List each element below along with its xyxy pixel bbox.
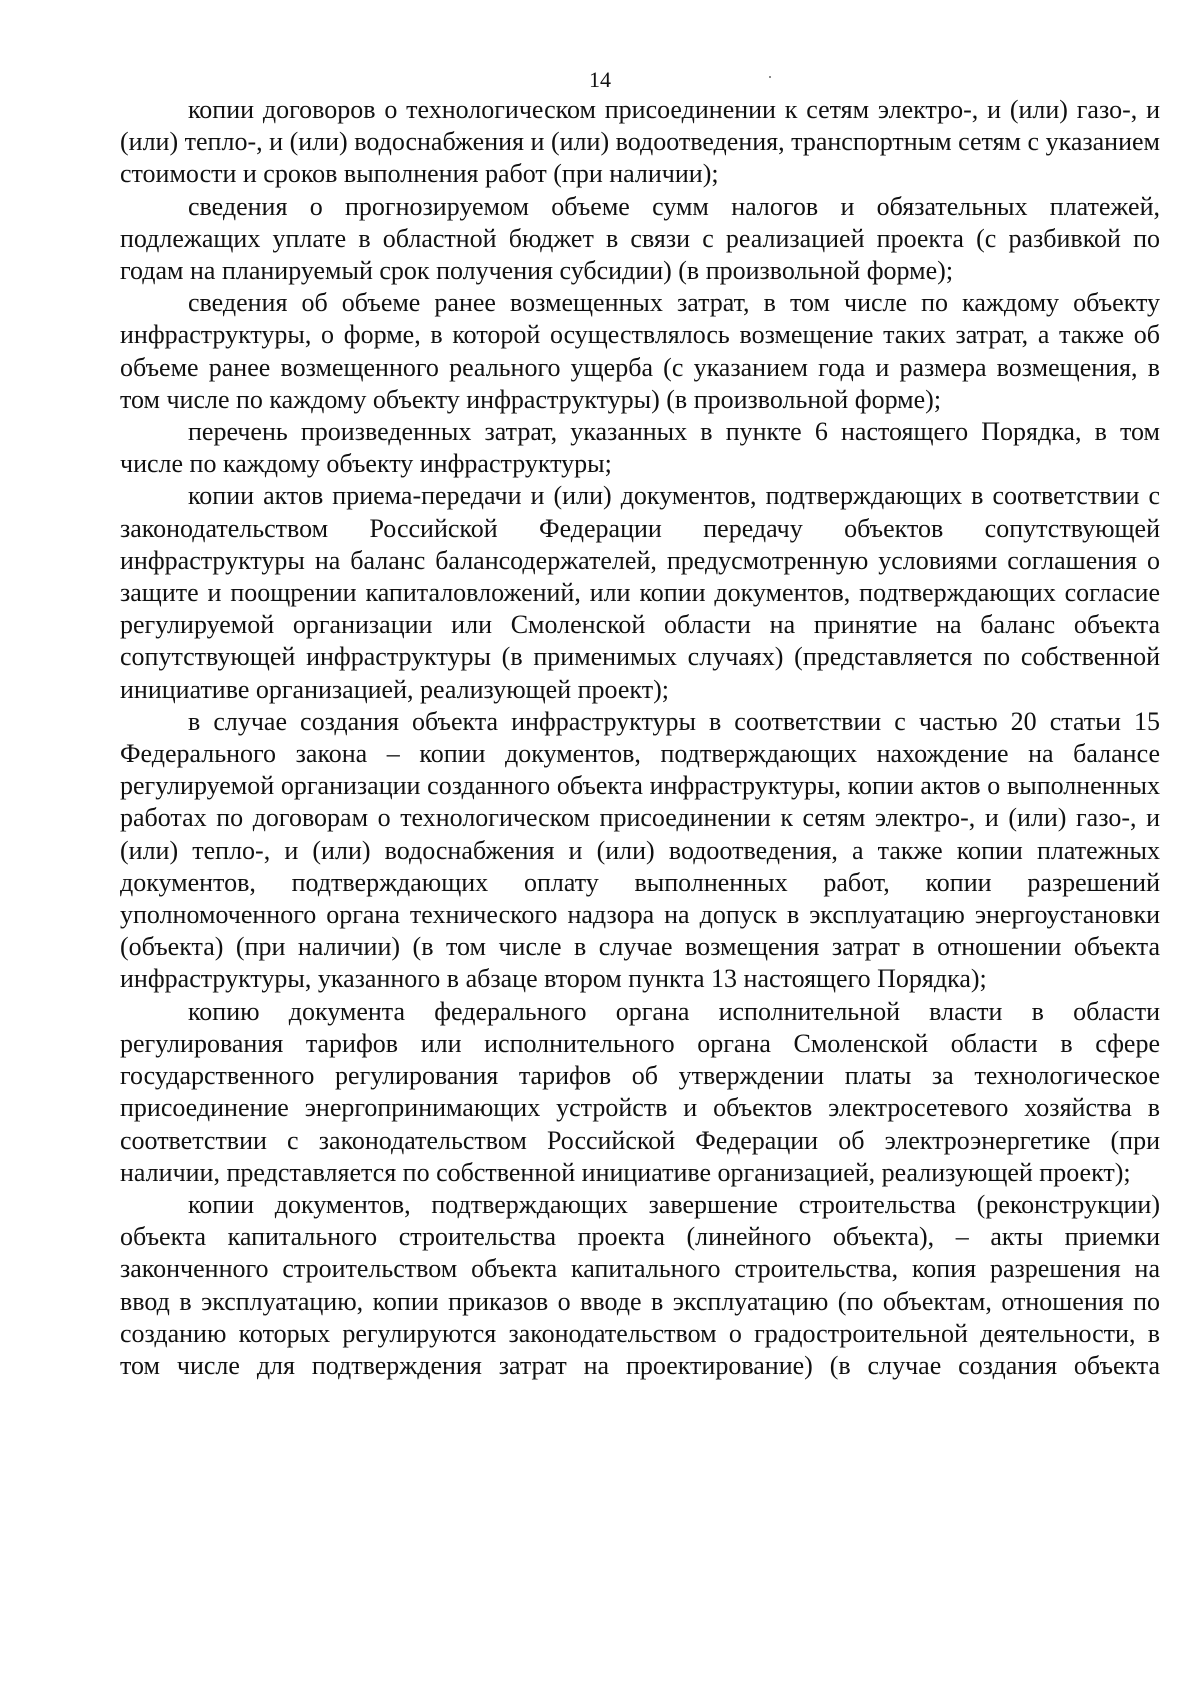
paragraph-transfer-acts: копии актов приема-передачи и (или) документов, подтверждающих в соответствии с законодательством Российской Федерации передачу объектов сопутствующей инфраструктуры на баланс балансодержателей, предусмотренную условиями соглашения о защите и поощрении капиталовложений, или копии документов, подтверждающих согласие регулируемой организации или Смоленской области на принятие на баланс объекта сопутствующей инфраструктуры (в применимых случаях) (представляется по собственной инициативе организацией, реализующей проект); bbox=[120, 481, 1160, 704]
paragraph-costs-list: перечень произведенных затрат, указанных в пункте 6 настоящего Порядка, в том числе по каждому объекту инфраструктуры; bbox=[120, 417, 1160, 479]
paragraph-tax-forecast: сведения о прогнозируемом объеме сумм налогов и обязательных платежей, подлежащих уплате в областной бюджет в связи с реализацией проекта (с разбивкой по годам на планируемый срок получения субсидии) (в произвольной форме); bbox=[120, 191, 1160, 286]
page-number: 14 bbox=[589, 67, 611, 92]
paragraph-tariff-document: копию документа федерального органа исполнительной власти в области регулирования тарифов или исполнительного органа Смоленской области в сфере государственного регулирования тарифов об утверждении платы за технологическое присоединение энергопринимающих устройств и объектов электросетевого хозяйства в соответствии с законодательством Российской Федерации об электроэнергетике (при наличии, представляется по собственной инициативе организацией, реализующей проект); bbox=[120, 996, 1160, 1187]
body-text bbox=[120, 94, 1160, 1382]
paragraph-contracts: копии договоров о технологическом присоединении к сетям электро-, и (или) газо-, и (или) тепло-, и (или) водоснабжения и (или) водоотведения, транспортным сетям с указанием стоимости и сроков выполнения работ (при наличии); bbox=[120, 95, 1160, 189]
scan-speck bbox=[769, 76, 771, 78]
paragraph-infrastructure-creation: в случае создания объекта инфраструктуры в соответствии с частью 20 статьи 15 Федерального закона – копии документов, подтверждающих нахождение на балансе регулируемой организации созданного объекта инфраструктуры, копии актов о выполненных работах по договорам о технологическом присоединении к сетям электро-, и (или) газо-, и (или) тепло-, и (или) водоснабжения и (или) водоотведения, а также копии платежных документов, подтверждающих оплату выполненных работ, копии разрешений уполномоченного органа технического надзора на допуск в эксплуатацию энергоустановки (объекта) (при наличии) (в том числе в случае возмещения затрат в отношении объекта инфраструктуры, указанного в абзаце втором пункта 13 настоящего Порядка); bbox=[120, 706, 1160, 994]
paragraph-reimbursed-costs: сведения об объеме ранее возмещенных затрат, в том числе по каждому объекту инфраструктуры, о форме, в которой осуществлялось возмещение таких затрат, а также об объеме ранее возмещенного реального ущерба (с указанием года и размера возмещения, в том числе по каждому объекту инфраструктуры) (в произвольной форме); bbox=[120, 288, 1160, 414]
paragraph-construction-completion: копии документов, подтверждающих завершение строительства (реконструкции) объекта капитального строительства проекта (линейного объекта), – акты приемки законченного строительством объекта капитального строительства, копия разрешения на ввод в эксплуатацию, копии приказов о вводе в эксплуатацию (по объектам, отношения по созданию которых регулируются законодательством о градостроительной деятельности, в том числе для подтверждения затрат на проектирование) (в случае создания объекта bbox=[120, 1189, 1160, 1380]
